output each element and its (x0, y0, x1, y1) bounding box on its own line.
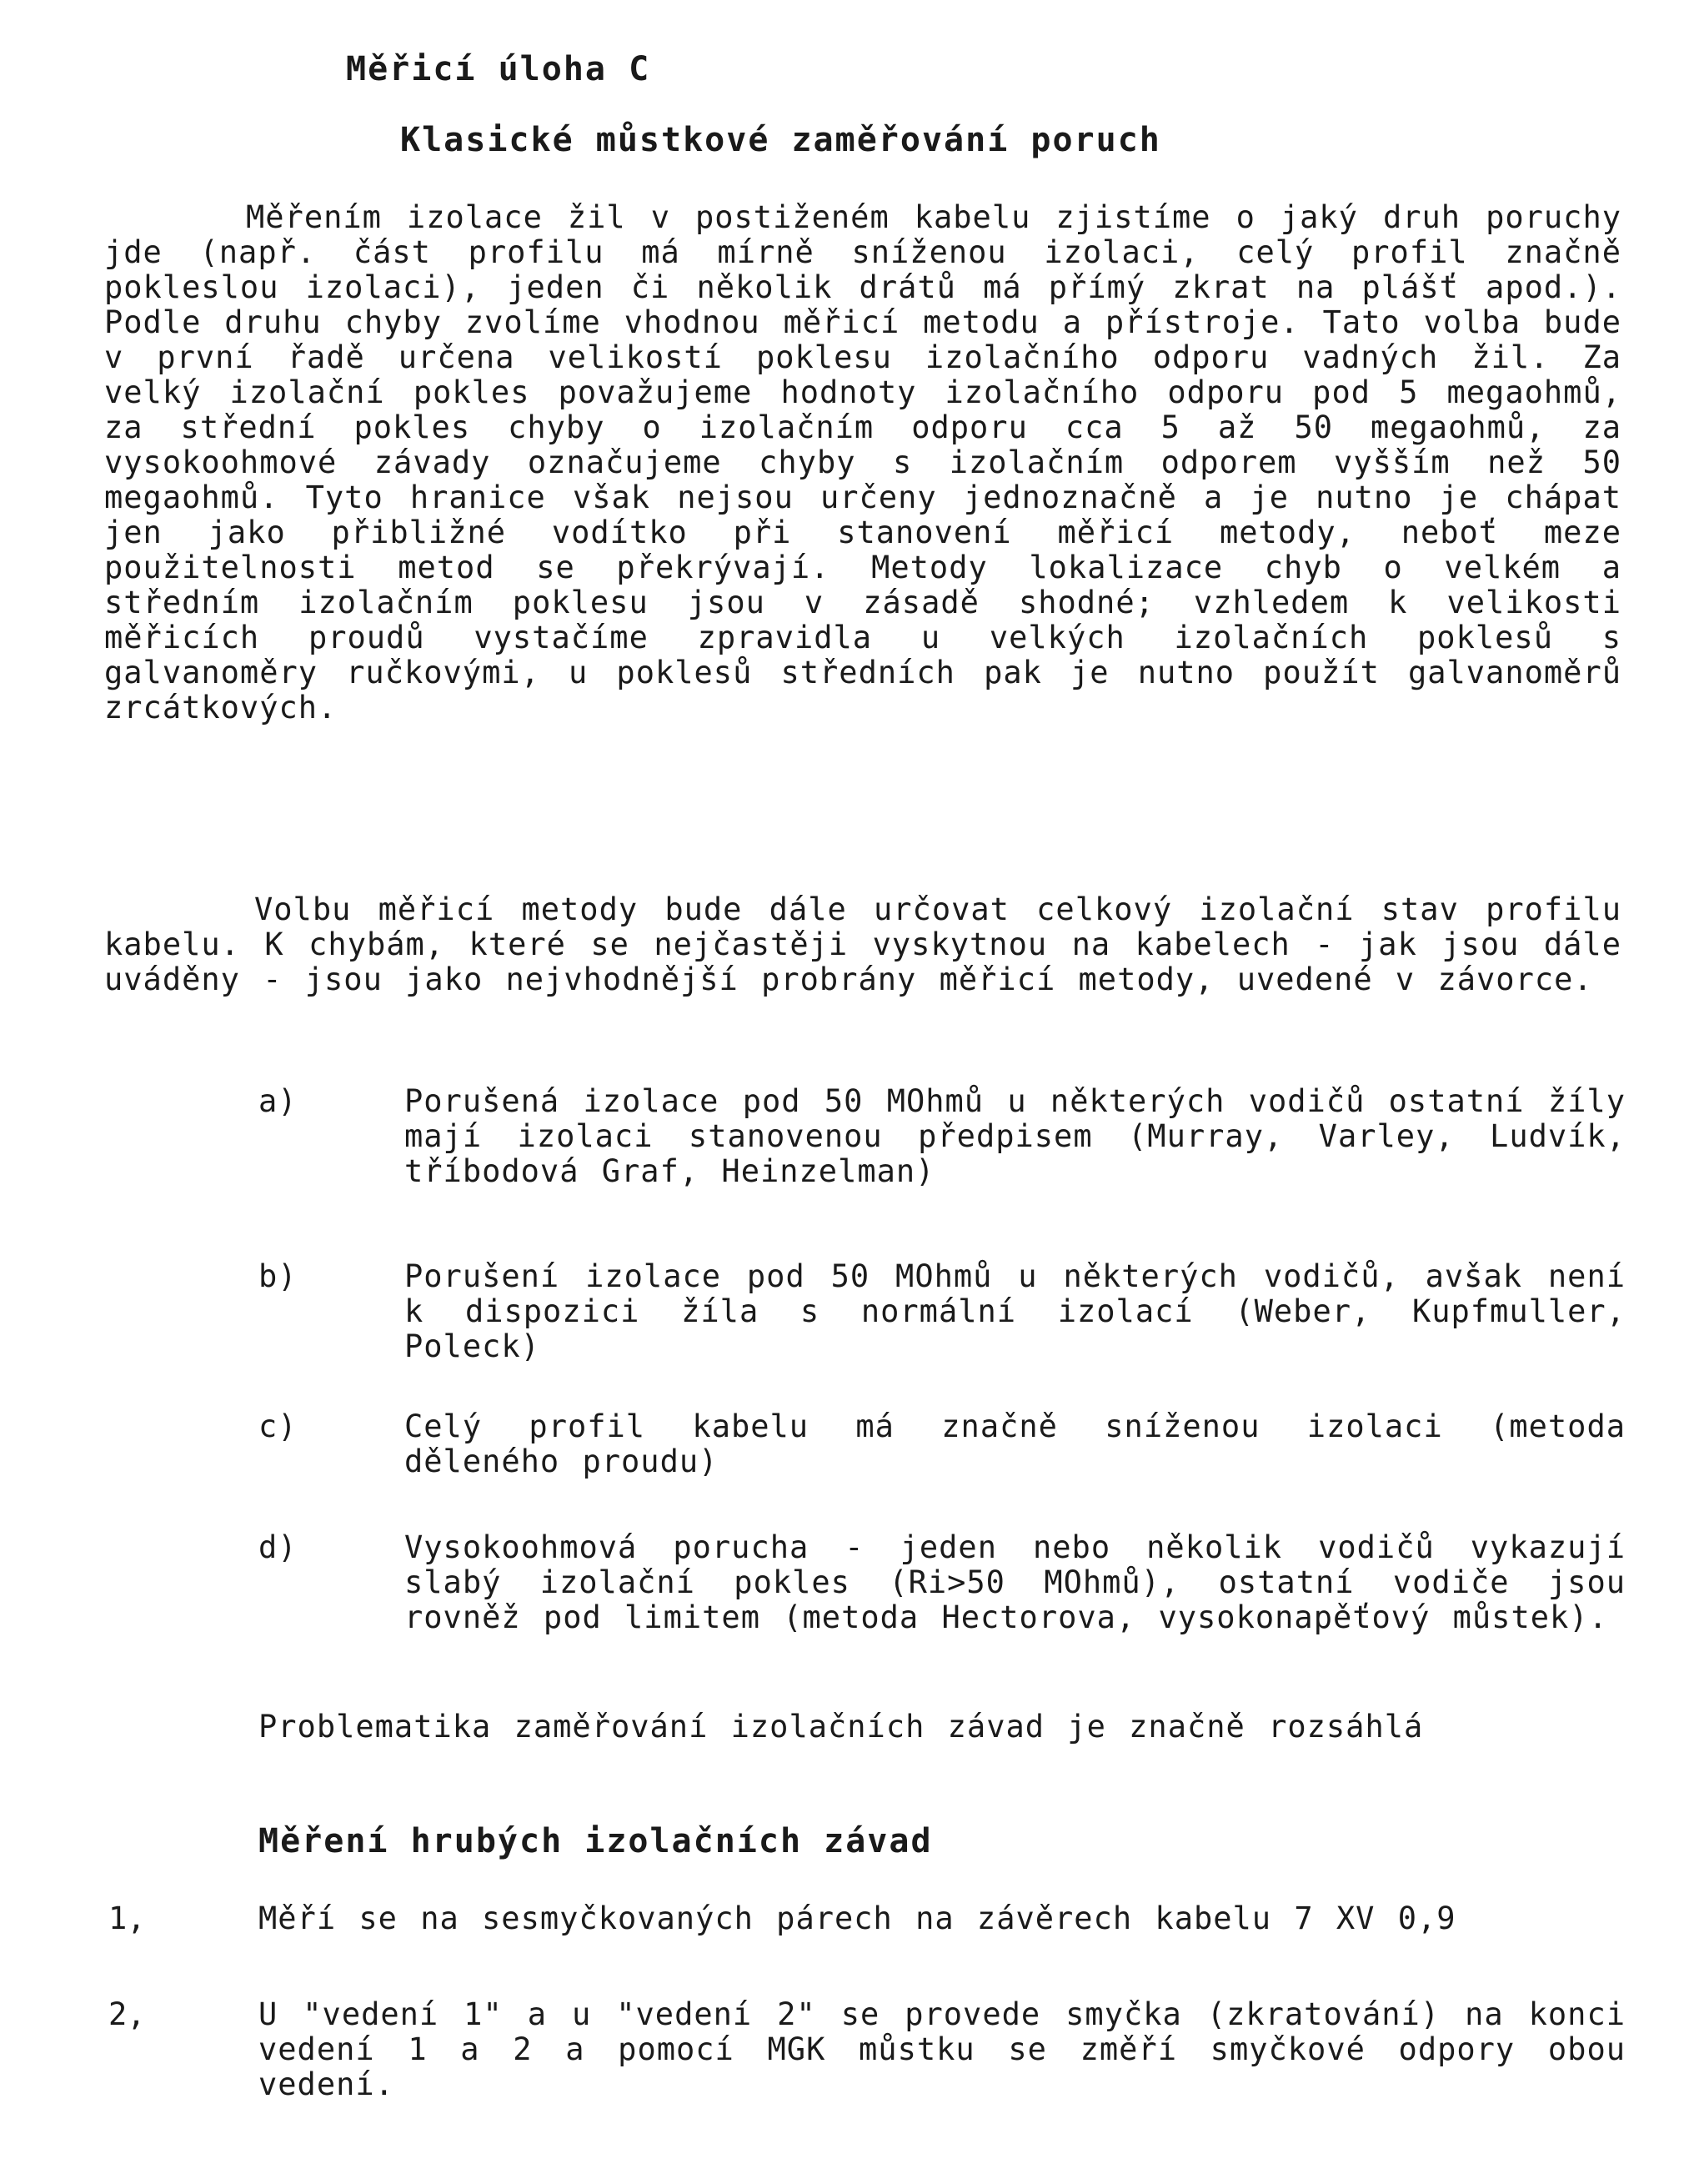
list-item-text: Porušení izolace pod 50 MOhmů u některých vodičů, avšak není k dispozici žíla s normální izolací (Weber, Kupfmuller, Poleck) (404, 1258, 1626, 1364)
method-paragraph: Volbu měřicí metody bude dále určovat celkový izolační stav profilu kabelu. K chybám, které se nejčastěji vyskytnou na kabelech - jak jsou dále uváděny - jsou jako nejvhodnější probrány měřicí metody, uvedené v závorce. (104, 891, 1621, 997)
list-marker: d) (258, 1529, 298, 1565)
section-subheading: Měření hrubých izolačních závad (258, 1822, 933, 1860)
step-text: Měří se na sesmyčkovaných párech na závěrech kabelu 7 XV 0,9 (258, 1900, 1456, 1936)
list-item-text: Porušená izolace pod 50 MOhmů u některých vodičů ostatní žíly mají izolaci stanovenou předpisem (Murray, Varley, Ludvík, tříbodová Graf, Heinzelman) (404, 1083, 1626, 1189)
list-item-text: Vysokoohmová porucha - jeden nebo několik vodičů vykazují slabý izolační pokles (Ri>50 MOhmů), ostatní vodiče jsou rovněž pod limitem (metoda Hectorova, vysokonapěťový můstek). (404, 1529, 1626, 1635)
list-marker: b) (258, 1258, 298, 1294)
step-text: U "vedení 1" a u "vedení 2" se provede smyčka (zkratování) na konci vedení 1 a 2 a pomocí MGK můstku se změří smyčkové odpory obou vedení. (258, 1996, 1626, 2102)
list-item-text: Celý profil kabelu má značně sníženou izolaci (metoda děleného proudu) (404, 1408, 1626, 1479)
step-marker: 1, (108, 1900, 146, 1936)
list-marker: a) (258, 1083, 298, 1119)
list-marker: c) (258, 1408, 298, 1444)
problem-paragraph: Problematika zaměřování izolačních závad je značně rozsáhlá (258, 1709, 1424, 1745)
document-title: Klasické můstkové zaměřování poruch (400, 121, 1161, 159)
step-marker: 2, (108, 1996, 146, 2032)
task-heading: Měřicí úloha C (346, 50, 651, 88)
intro-paragraph: Měřením izolace žil v postiženém kabelu zjistíme o jaký druh poruchy jde (např. část profilu má mírně sníženou izolaci, celý profil značně pokleslou izolaci), jeden či několik drátů má přímý zkrat na plášť apod.). Podle druhu chyby zvolíme vhodnou měřicí metodu a přístroje. Tato volba bude v první řadě určena velikostí poklesu izolačního odporu vadných žil. Za velký izolační pokles považujeme hodnoty izolačního odporu pod 5 megaohmů, za střední pokles chyby o izolačním odporu cca 5 až 50 megaohmů, za vysokoohmové závady označujeme chyby s izolačním odporem vyšším než 50 megaohmů. Tyto hranice však nejsou určeny jednoznačně a je nutno je chápat jen jako přibližné vodítko při stanovení měřicí metody, neboť meze použitelnosti metod se překrývají. Metody lokalizace chyb o velkém a středním izolačním poklesu jsou v zásadě shodné; vzhledem k velikosti měřicích proudů vystačíme zpravidla u velkých izolačních poklesů s galvanoměry ručkovými, u poklesů středních pak je nutno použít galvanoměrů zrcátkových. (104, 199, 1621, 725)
